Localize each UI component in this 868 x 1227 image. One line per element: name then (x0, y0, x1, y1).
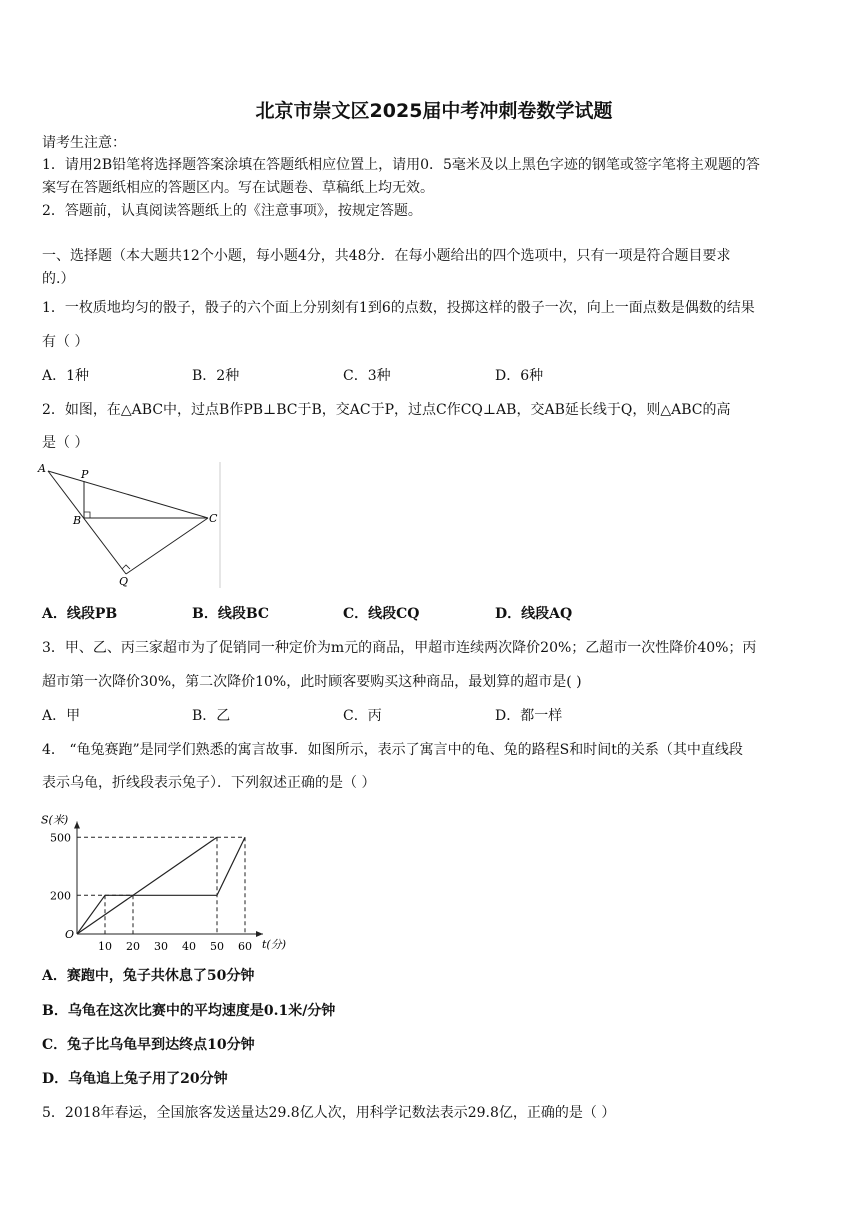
notice-heading: 请考生注意： (42, 135, 126, 151)
series-line-1 (77, 837, 217, 934)
right-angle-mark-q (122, 565, 130, 569)
q1-option-d: D．6种 (495, 368, 544, 384)
page-title: 北京市崇文区2025届中考冲刺卷数学试题 (255, 100, 613, 122)
x-axis-arrow (256, 931, 263, 937)
q3-option-b: B．乙 (192, 708, 231, 724)
origin-label: O (65, 928, 75, 941)
x-tick-label: 60 (238, 940, 252, 953)
q4-stem-line-1: 4． “龟兔赛跑”是同学们熟悉的寓言故事．如图所示，表示了寓言中的龟、兔的路程S和时间t的关系（其中直线段 (42, 742, 743, 758)
segment-cq (126, 518, 208, 574)
q1-option-b: B．2种 (192, 368, 240, 384)
y-tick-label: 500 (50, 831, 71, 845)
label-c: C (209, 512, 218, 525)
label-q: Q (119, 575, 129, 588)
y-axis-arrow (74, 822, 80, 829)
q4-stem-line-2: 表示乌龟，折线段表示兔子）．下列叙述正确的是（ ） (42, 775, 376, 791)
q3-option-a: A．甲 (42, 708, 81, 724)
q2-option-a: A．线段PB (42, 606, 118, 622)
label-p: P (81, 468, 89, 481)
q1-stem-line-2: 有（ ） (42, 334, 89, 350)
q5-stem-line-1: 5．2018年春运，全国旅客发送量达29.8亿人次，用科学记数法表示29.8亿，正确的是（ ） (42, 1105, 616, 1121)
x-tick-label: 20 (126, 940, 140, 953)
q1-stem-line-1: 1．一枚质地均匀的骰子，骰子的六个面上分别刻有1到6的点数，投掷这样的骰子一次，向上一面点数是偶数的结果 (42, 300, 755, 316)
notice-item-1-line-2: 案写在答题纸相应的答题区内。写在试题卷、草稿纸上均无效。 (42, 180, 434, 196)
notice-item-2: 2．答题前，认真阅读答题纸上的《注意事项》，按规定答题。 (42, 203, 422, 219)
q3-stem-line-1: 3．甲、乙、丙三家超市为了促销同一种定价为m元的商品，甲超市连续两次降价20%；乙超市一次性降价40%；丙 (42, 640, 757, 656)
x-tick-label: 40 (182, 940, 196, 953)
segment-aq (48, 471, 126, 574)
label-b: B (73, 514, 82, 527)
q2-option-b: B．线段BC (192, 606, 270, 622)
q2-option-c: C．线段CQ (343, 606, 420, 622)
q1-option-c: C．3种 (343, 368, 391, 384)
section-heading-line-2: 的.） (42, 271, 75, 287)
x-tick-label: 50 (210, 940, 224, 953)
race-chart (36, 806, 296, 956)
label-a: A (38, 462, 46, 475)
right-angle-mark-b (84, 512, 90, 518)
triangle-figure (36, 458, 226, 590)
q1-option-a: A．1种 (42, 368, 90, 384)
q4-option-c: C．兔子比乌龟早到达终点10分钟 (42, 1037, 255, 1053)
y-axis-label: S(米) (41, 813, 69, 827)
q2-stem-line-2: 是（ ） (42, 435, 89, 451)
x-tick-label: 30 (154, 940, 168, 953)
series-line-2 (77, 837, 245, 934)
q2-option-d: D．线段AQ (495, 606, 573, 622)
notice-item-1-line-1: 1．请用2B铅笔将选择题答案涂填在答题纸相应位置上，请用0．5毫米及以上黑色字迹的钢笔或签字笔将主观题的答 (42, 157, 760, 173)
q2-stem-line-1: 2．如图，在△ABC中，过点B作PB⊥BC于B，交AC于P，过点C作CQ⊥AB，交AB延长线于Q，则△ABC的高 (42, 402, 731, 418)
x-axis-label: t(分) (262, 938, 287, 951)
q3-option-c: C．丙 (343, 708, 382, 724)
q3-stem-line-2: 超市第一次降价30%，第二次降价10%，此时顾客要购买这种商品，最划算的超市是( ) (42, 674, 582, 690)
q4-option-a: A．赛跑中，兔子共休息了50分钟 (42, 968, 255, 984)
x-tick-label: 10 (98, 940, 112, 953)
y-tick-label: 200 (50, 889, 71, 903)
q4-option-d: D．乌龟追上兔子用了20分钟 (42, 1071, 228, 1087)
section-heading-line-1: 一、选择题（本大题共12个小题，每小题4分，共48分．在每小题给出的四个选项中，只有一项是符合题目要求 (42, 248, 731, 264)
segment-ac (48, 471, 208, 518)
q3-option-d: D．都一样 (495, 708, 563, 724)
q4-option-b: B．乌龟在这次比赛中的平均速度是0.1米/分钟 (42, 1003, 336, 1019)
